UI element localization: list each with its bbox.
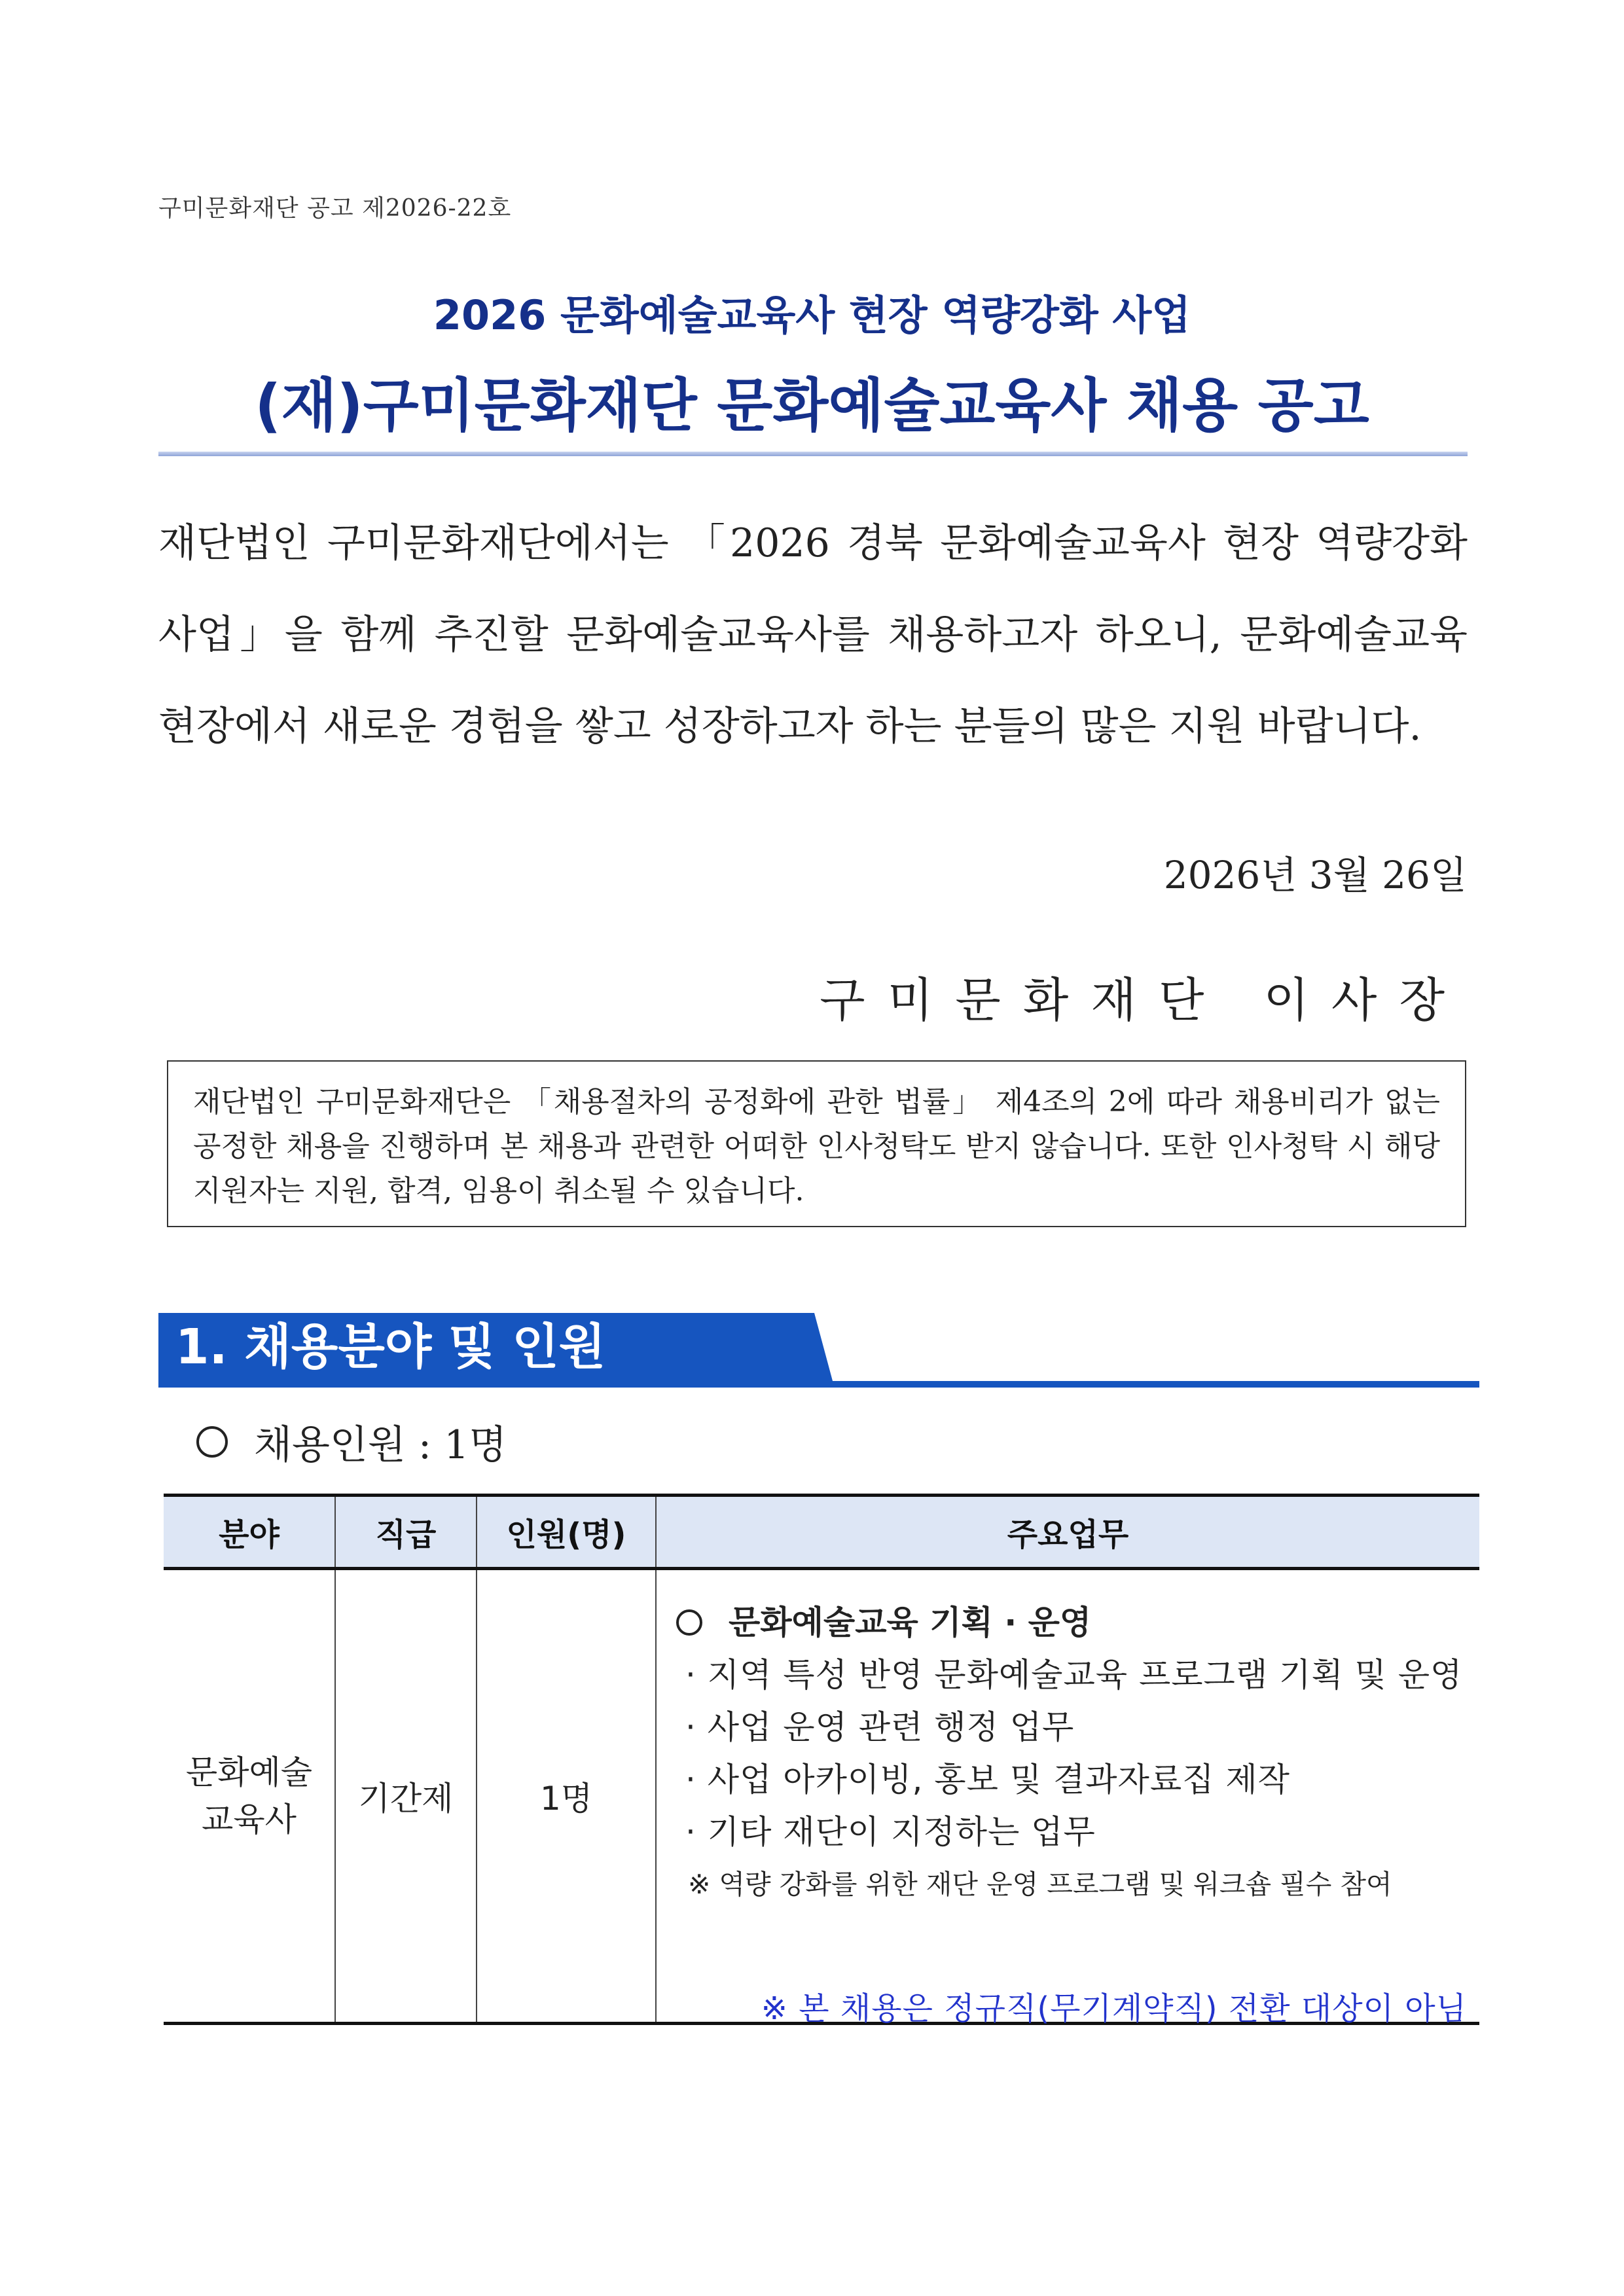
headcount-text: 채용인원 : 1명 bbox=[254, 1422, 507, 1468]
issuer-signature: 구미문화재단 이사장 bbox=[820, 973, 1467, 1028]
footnote: ※ 본 채용은 정규직(무기계약직) 전환 대상이 아님 bbox=[761, 1990, 1467, 2027]
cell-grade: 기간제 bbox=[335, 1569, 477, 2024]
header-grade: 직급 bbox=[335, 1496, 477, 1569]
section-header bbox=[158, 1313, 1479, 1391]
title-divider bbox=[158, 452, 1468, 456]
duty-item: · 사업 운영 관련 행정 업무 bbox=[685, 1708, 1075, 1746]
header-count: 인원(명) bbox=[477, 1496, 656, 1569]
duty-item: · 지역 특성 반영 문화예술교육 프로그램 기획 및 운영 bbox=[685, 1656, 1463, 1694]
notice-number: 구미문화재단 공고 제2026-22호 bbox=[158, 195, 512, 222]
duties-note: ※ 역량 강화를 위한 재단 운영 프로그램 및 워크숍 필수 참여 bbox=[688, 1869, 1392, 1900]
document-title: (재)구미문화재단 문화예술교육사 채용 공고 bbox=[255, 372, 1369, 439]
fairness-notice-box: 재단법인 구미문화재단은 「채용절차의 공정화에 관한 법률」 제4조의 2에 따라 채용비리가 없는 공정한 채용을 진행하며 본 채용과 관련한 어떠한 인사청탁도 받지 않습니다. 또한 인사청탁 시 해당지원자는 지원, 합격, 임용이 취소될 수 있습니다. bbox=[167, 1060, 1466, 1227]
cell-field bbox=[164, 1569, 335, 2024]
header-field: 분야 bbox=[164, 1496, 335, 1569]
section-title: 1. 채용분야 및 인원 bbox=[175, 1319, 606, 1375]
table-header-row bbox=[164, 1496, 1479, 1569]
recruitment-table bbox=[164, 1494, 1479, 2025]
document-subtitle: 2026 문화예술교육사 현장 역량강화 사업 bbox=[433, 291, 1191, 339]
section-underline bbox=[158, 1381, 1479, 1388]
field-line-1: 문화예술 bbox=[185, 1753, 313, 1791]
duties-title bbox=[675, 1596, 1464, 1649]
cell-count: 1명 bbox=[477, 1569, 656, 2024]
table-row bbox=[164, 1569, 1479, 2024]
duties-title-text: 문화예술교육 기획 · 운영 bbox=[729, 1604, 1092, 1641]
announcement-date: 2026년 3월 26일 bbox=[1163, 853, 1467, 897]
cell-duties bbox=[656, 1569, 1479, 2024]
circle-bullet-icon bbox=[676, 1609, 702, 1636]
duty-item: · 사업 아카이빙, 홍보 및 결과자료집 제작 bbox=[685, 1761, 1290, 1799]
circle-bullet-icon bbox=[196, 1426, 228, 1458]
duty-item: · 기타 재단이 지정하는 업무 bbox=[685, 1813, 1096, 1851]
intro-paragraph: 재단법인 구미문화재단에서는 「2026 경북 문화예술교육사 현장 역량강화 사업」을 함께 추진할 문화예술교육사를 채용하고자 하오니, 문화예술교육 현장에서 새로운 경험을 쌓고 성장하고자 하는 분들의 많은 지원 바랍니다. bbox=[158, 520, 1468, 749]
headcount-line bbox=[196, 1414, 507, 1470]
header-duties: 주요업무 bbox=[656, 1496, 1479, 1569]
field-line-2: 교육사 bbox=[202, 1801, 297, 1839]
